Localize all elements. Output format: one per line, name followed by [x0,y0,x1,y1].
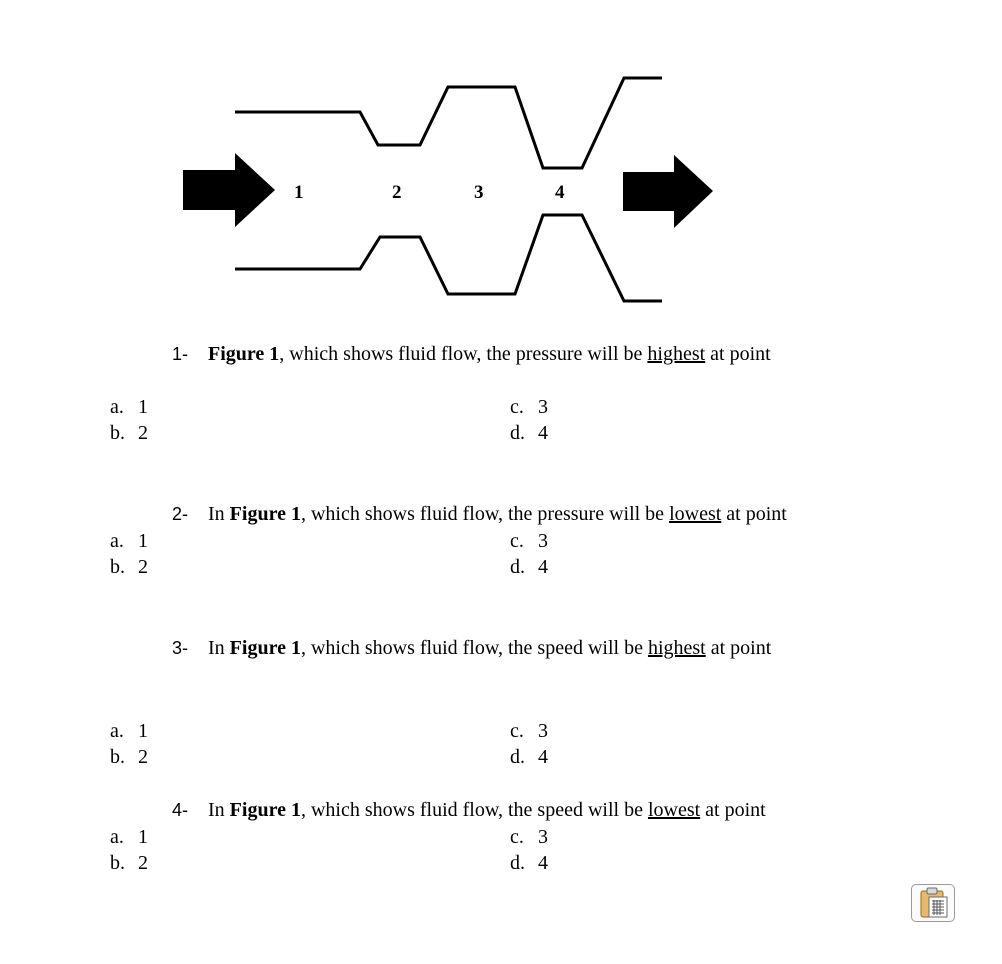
outlet-arrow-icon [623,155,713,228]
option-b: b. 2 [110,422,148,444]
question-number: 4- [172,800,189,820]
question-1: 1- Figure 1, which shows fluid flow, the pressure will be highest at point [172,343,771,365]
point-label-2: 2 [392,182,402,203]
pipe-lower-wall [235,215,662,301]
option-d: d. 4 [510,746,548,768]
option-c: c. 3 [510,530,548,552]
question-3: 3- In Figure 1, which shows fluid flow, the speed will be highest at point [172,637,772,659]
option-d: d. 4 [510,852,548,874]
option-b: b. 2 [110,556,148,578]
point-label-1: 1 [294,182,304,203]
paste-options-button[interactable] [911,884,955,922]
option-a: a. 1 [110,396,148,418]
option-c: c. 3 [510,396,548,418]
option-d: d. 4 [510,422,548,444]
option-a: a. 1 [110,530,148,552]
option-c: c. 3 [510,720,548,742]
figure-1-pipe-diagram [0,0,1002,320]
option-c: c. 3 [510,826,548,848]
question-number: 1- [172,344,189,364]
clipboard-icon [912,885,953,920]
inlet-arrow-icon [183,153,275,227]
point-label-3: 3 [474,182,484,203]
question-number: 3- [172,638,189,658]
pipe-upper-wall [235,78,662,168]
question-number: 2- [172,504,189,524]
option-d: d. 4 [510,556,548,578]
option-b: b. 2 [110,852,148,874]
point-label-4: 4 [555,182,565,203]
question-2: 2- In Figure 1, which shows fluid flow, the pressure will be lowest at point [172,503,787,525]
option-a: a. 1 [110,720,148,742]
option-b: b. 2 [110,746,148,768]
question-4: 4- In Figure 1, which shows fluid flow, the speed will be lowest at point [172,799,766,821]
option-a: a. 1 [110,826,148,848]
